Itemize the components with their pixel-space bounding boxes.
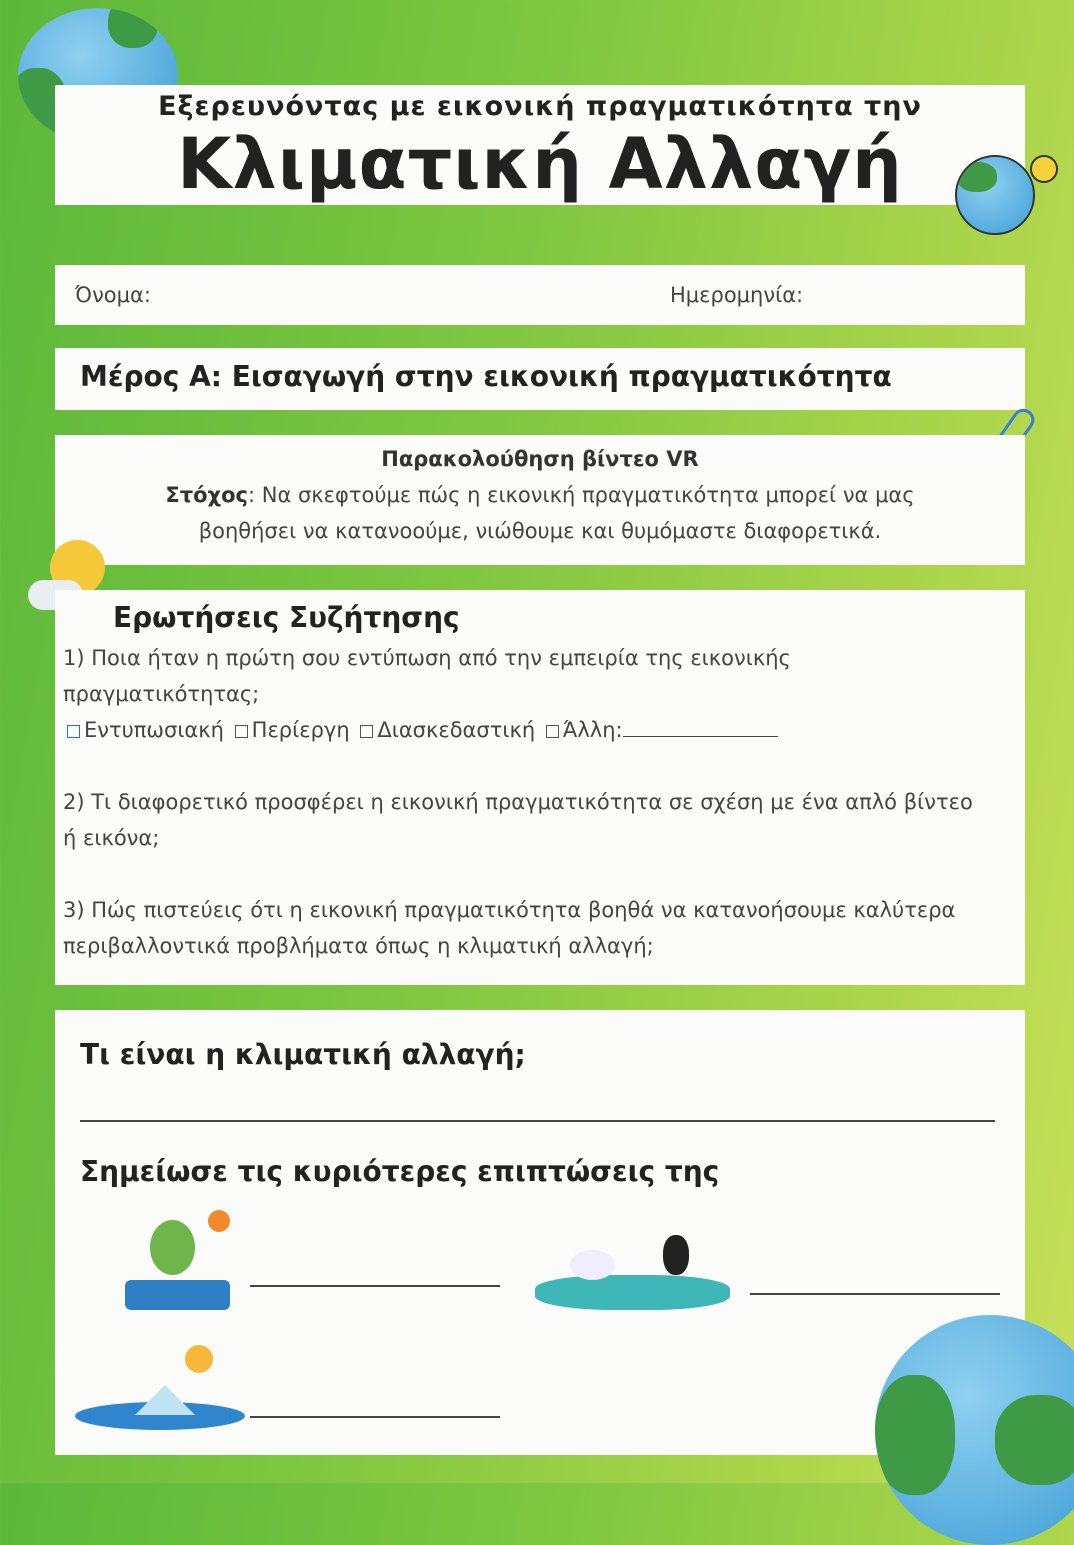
page-title: Κλιματική Αλλαγή [177, 123, 903, 205]
question-1: 1) Ποια ήταν η πρώτη σου εντύπωση από την εμπειρία της εικονικής πραγματικότητας; [63, 646, 791, 706]
impact-answer-line[interactable] [250, 1416, 500, 1418]
vr-heading: Παρακολούθηση βίντεο VR [381, 447, 699, 471]
option-label: Διασκεδαστική [377, 718, 536, 742]
option-label: Περίεργη [251, 718, 350, 742]
other-answer-line[interactable] [623, 736, 778, 737]
drought-illustration [125, 1210, 230, 1310]
part-a-heading-box [55, 348, 1025, 410]
sun-icon [1030, 155, 1058, 183]
what-is-heading: Τι είναι η κλιματική αλλαγή; [80, 1038, 526, 1071]
melting-ice-animals-illustration [535, 1235, 730, 1310]
option-checkbox[interactable] [360, 725, 373, 738]
goal-text: : Να σκεφτούμε πώς η εικονική πραγματικότητα μπορεί να μας βοηθήσει να κατανοούμε, νιώθουμε και θυμόμαστε διαφορετικά. [198, 483, 915, 543]
impact-answer-line[interactable] [250, 1285, 500, 1287]
impacts-heading: Σημείωσε τις κυριότερες επιπτώσεις της [80, 1155, 720, 1188]
option-label: Άλλη: [562, 718, 623, 742]
impact-answer-line[interactable] [750, 1293, 1000, 1295]
option-checkbox[interactable] [235, 725, 248, 738]
option-checkbox[interactable] [546, 725, 559, 738]
question-1-options [63, 712, 1017, 748]
goal-label: Στόχος [165, 483, 248, 507]
option-checkbox[interactable] [67, 725, 80, 738]
question-2: 2) Τι διαφορετικό προσφέρει η εικονική πραγματικότητα σε σχέση με ένα απλό βίντεο ή εικόνα; [63, 790, 973, 850]
climate-change-section [55, 1010, 1025, 1455]
melting-glacier-illustration [75, 1345, 245, 1430]
discussion-questions [55, 590, 1025, 985]
name-date-row [55, 265, 1025, 325]
option-label: Εντυπωσιακή [84, 718, 224, 742]
part-a-heading: Μέρος Α: Εισαγωγή στην εικονική πραγματικότητα [80, 360, 892, 393]
vr-video-box [55, 435, 1025, 565]
question-3: 3) Πώς πιστεύεις ότι η εικονική πραγματικότητα βοηθά να κατανοήσουμε καλύτερα περιβαλλοντικά προβλήματα όπως η κλιματική αλλαγή; [63, 898, 956, 958]
name-label: Όνομα: [75, 283, 151, 307]
subtitle: Εξερευνόντας με εικονική πραγματικότητα την [158, 91, 922, 122]
answer-line[interactable] [80, 1120, 995, 1122]
title-banner [55, 85, 1025, 205]
climate-icon [955, 155, 1035, 235]
date-label: Ημερομηνία: [670, 283, 804, 307]
questions-heading: Ερωτήσεις Συζήτησης [113, 601, 460, 634]
